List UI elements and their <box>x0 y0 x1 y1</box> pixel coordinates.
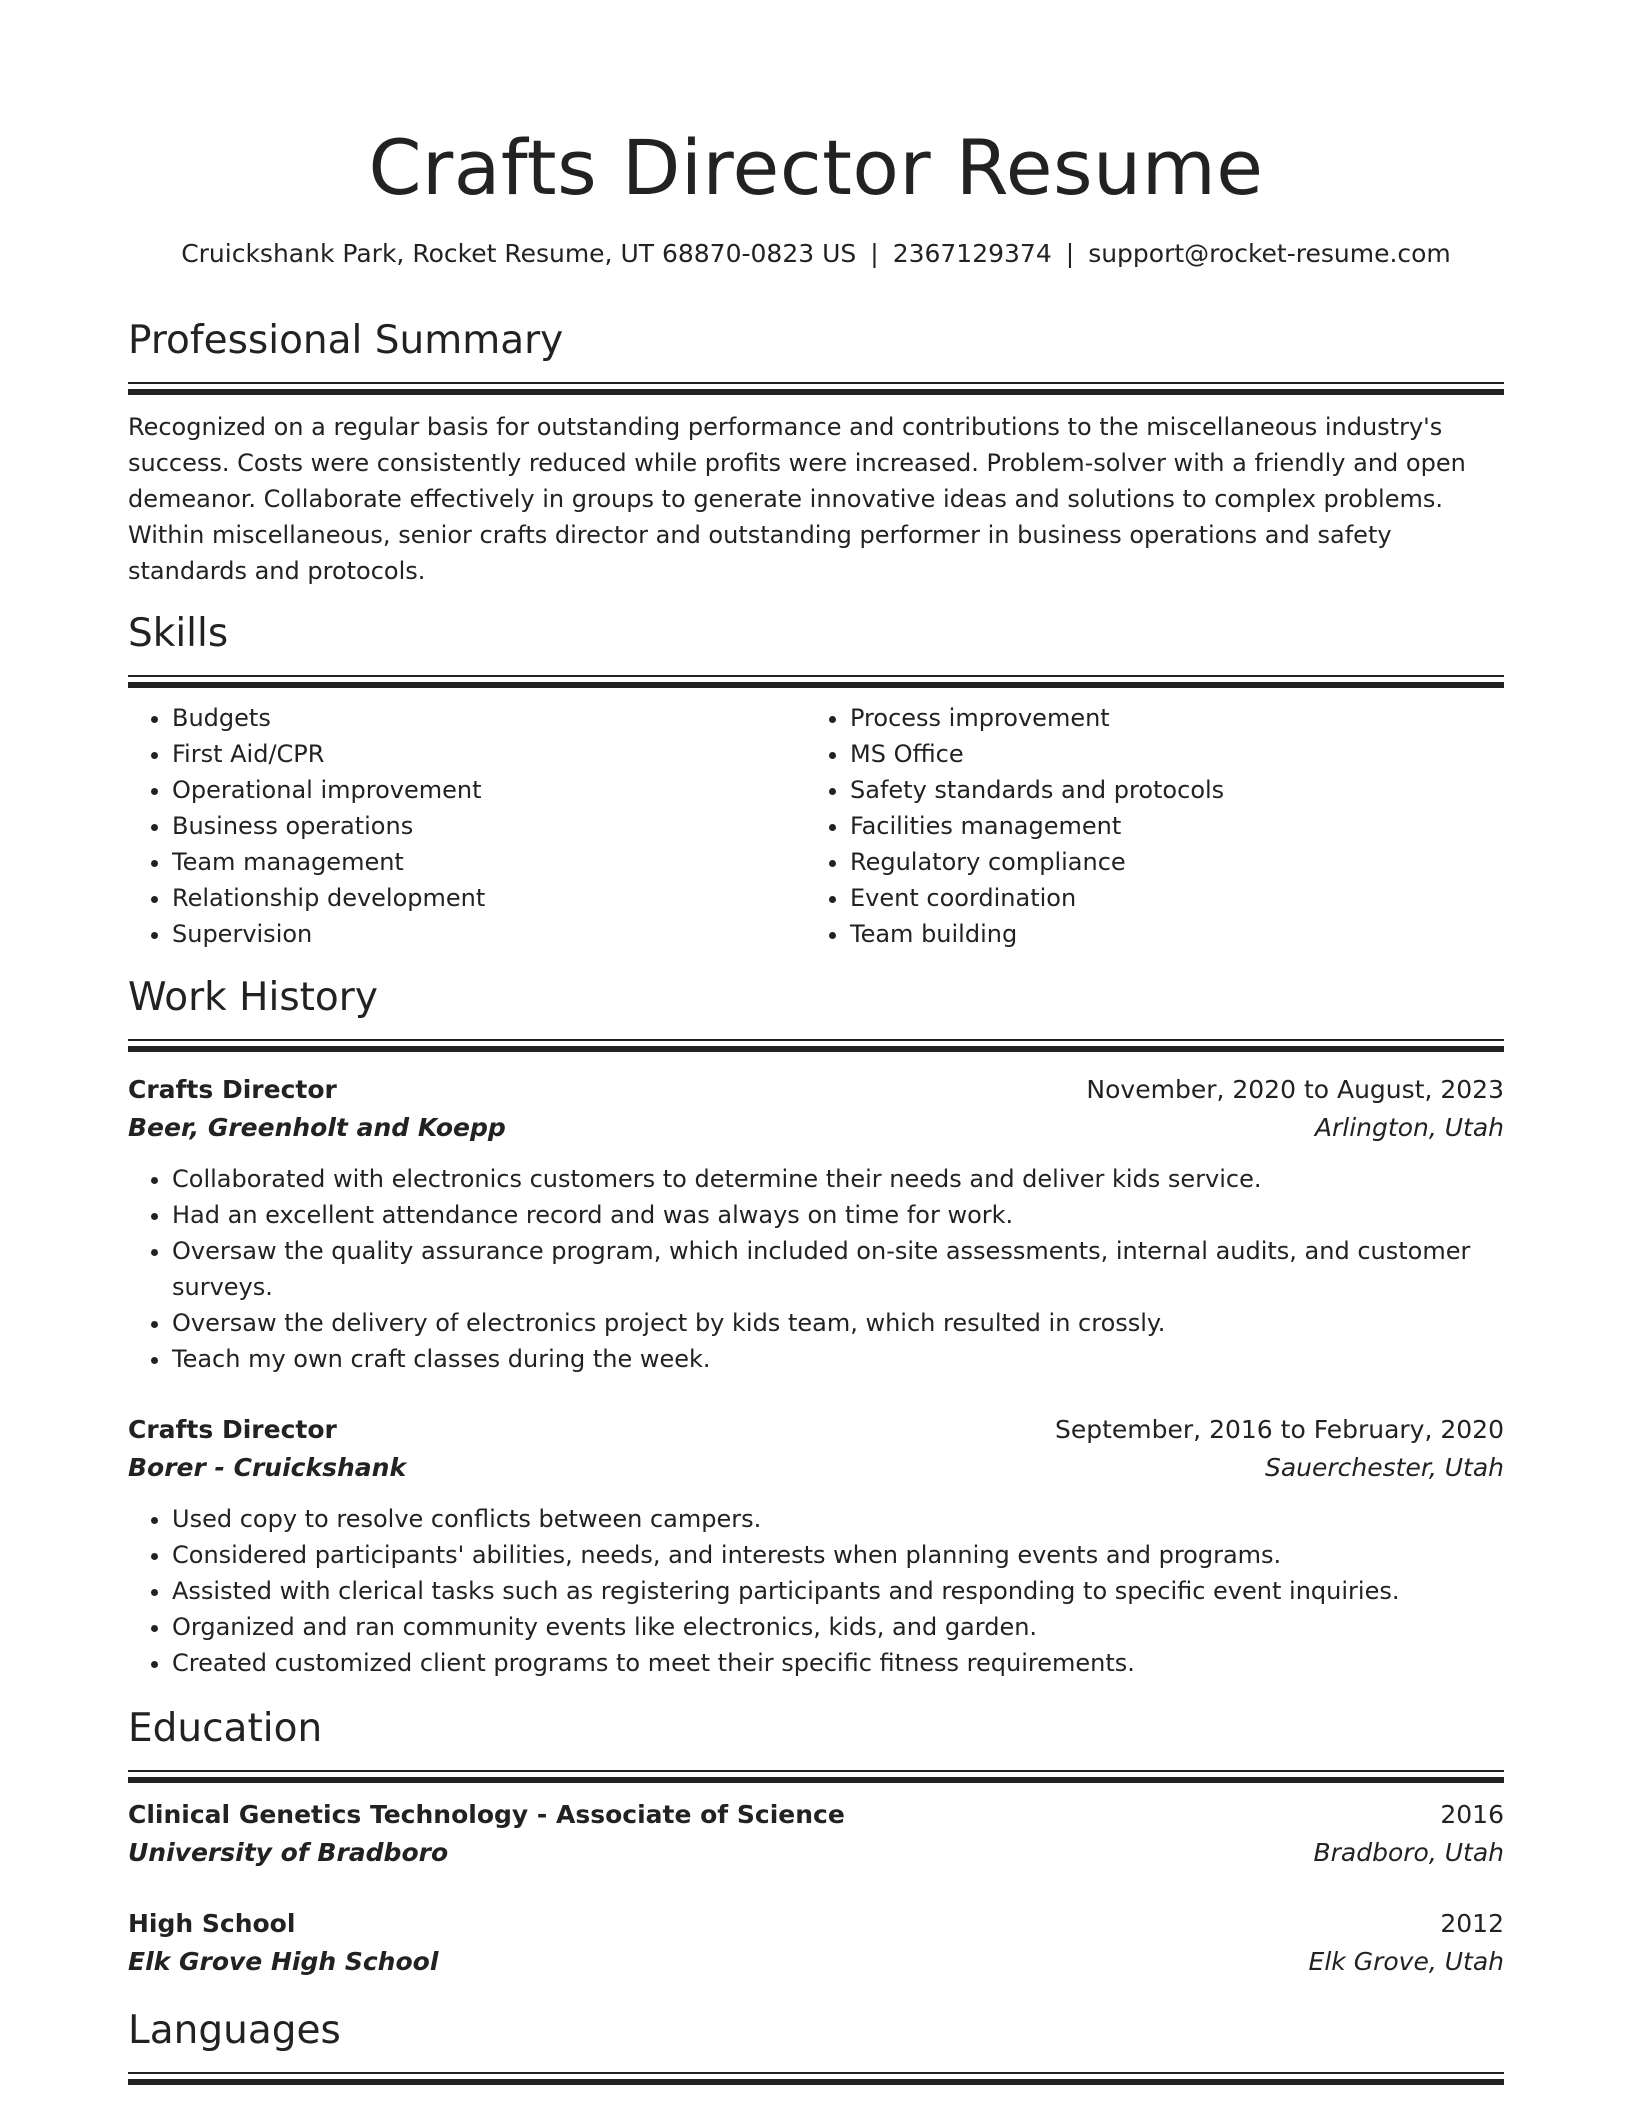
contact-separator: | <box>1065 239 1075 268</box>
contact-phone: 2367129374 <box>892 239 1052 268</box>
education-school: University of Bradboro <box>128 1838 449 1867</box>
education-entry <box>128 1905 1504 1981</box>
education-header-row <box>128 1905 1504 1943</box>
job-title: Crafts Director <box>128 1415 337 1444</box>
job-bullets <box>128 1161 1504 1377</box>
work-history-section <box>128 973 1504 1052</box>
job-company: Beer, Greenholt and Koepp <box>128 1113 506 1142</box>
contact-address: Cruickshank Park, Rocket Resume, UT 68870-0823 US <box>181 239 857 268</box>
education-header-row <box>128 1796 1504 1834</box>
job-location: Sauerchester, Utah <box>1264 1453 1504 1482</box>
section-divider <box>128 675 1504 688</box>
job-location: Arlington, Utah <box>1314 1113 1504 1142</box>
resume-title: Crafts Director Resume <box>368 123 1264 212</box>
education-heading: Education <box>128 1706 323 1751</box>
job-bullet: • Used copy to resolve conflicts between campers. <box>172 1501 1504 1537</box>
skill-item: • Process improvement <box>850 700 1500 736</box>
job-header-row <box>128 1411 1504 1449</box>
skill-item: • Team management <box>172 844 806 880</box>
job-entry <box>128 1411 1504 1681</box>
skill-item: • Team building <box>850 916 1500 952</box>
education-location: Bradboro, Utah <box>1313 1838 1504 1867</box>
job-bullet: • Teach my own craft classes during the week. <box>172 1341 1504 1377</box>
skill-item: • MS Office <box>850 736 1500 772</box>
skills-heading: Skills <box>128 611 229 656</box>
languages-heading: Languages <box>128 2008 341 2053</box>
skills-list-left <box>128 700 806 952</box>
education-year: 2016 <box>1440 1800 1504 1829</box>
education-year: 2012 <box>1440 1909 1504 1938</box>
contact-line <box>128 234 1504 274</box>
summary-heading: Professional Summary <box>128 318 564 363</box>
contact-email[interactable]: support@rocket-resume.com <box>1088 239 1451 268</box>
job-company-row <box>128 1449 1504 1487</box>
skills-section <box>128 609 1504 952</box>
job-bullet: • Oversaw the delivery of electronics project by kids team, which resulted in crossly. <box>172 1305 1504 1341</box>
job-company: Borer - Cruickshank <box>128 1453 407 1482</box>
skill-item: • Facilities management <box>850 808 1500 844</box>
job-title: Crafts Director <box>128 1075 337 1104</box>
job-bullet: • Created customized client programs to meet their specific fitness requirements. <box>172 1645 1504 1681</box>
skill-item: • Supervision <box>172 916 806 952</box>
education-entry <box>128 1796 1504 1872</box>
education-location: Elk Grove, Utah <box>1308 1947 1504 1976</box>
languages-section <box>128 2006 1504 2085</box>
skill-item: • Operational improvement <box>172 772 806 808</box>
contact-separator: | <box>870 239 879 268</box>
job-bullet: • Had an excellent attendance record and was always on time for work. <box>172 1197 1504 1233</box>
job-bullets <box>128 1501 1504 1681</box>
job-bullet: • Oversaw the quality assurance program, which included on-site assessments, internal audits, and customer surveys. <box>172 1233 1504 1305</box>
work-history-heading: Work History <box>128 975 378 1020</box>
education-section <box>128 1704 1504 1783</box>
summary-text: Recognized on a regular basis for outstanding performance and contributions to the miscellaneous industry's success. Costs were consistently reduced while profits were increased. Problem-solver with a friendly and open demeanor. Collaborate effectively in groups to generate innovative ideas and solutions to complex problems. Within miscellaneous, senior crafts director and outstanding performer in business operations and safety standards and protocols. <box>128 413 1466 585</box>
education-school-row <box>128 1834 1504 1872</box>
skill-item: • Regulatory compliance <box>850 844 1500 880</box>
section-divider <box>128 2072 1504 2085</box>
job-bullet: • Organized and ran community events like electronics, kids, and garden. <box>172 1609 1504 1645</box>
job-header-row <box>128 1071 1504 1109</box>
job-dates: November, 2020 to August, 2023 <box>1086 1075 1504 1104</box>
section-divider <box>128 382 1504 395</box>
education-school: Elk Grove High School <box>128 1947 439 1976</box>
education-degree: High School <box>128 1909 296 1938</box>
education-school-row <box>128 1943 1504 1981</box>
job-bullet: • Considered participants' abilities, needs, and interests when planning events and programs. <box>172 1537 1504 1573</box>
section-divider <box>128 1770 1504 1783</box>
skill-item: • Safety standards and protocols <box>850 772 1500 808</box>
section-divider <box>128 1039 1504 1052</box>
skills-list-right <box>806 700 1500 952</box>
skills-columns <box>128 700 1504 952</box>
skill-item: • Business operations <box>172 808 806 844</box>
job-company-row <box>128 1109 1504 1147</box>
skill-item: • First Aid/CPR <box>172 736 806 772</box>
job-dates: September, 2016 to February, 2020 <box>1055 1415 1504 1444</box>
job-entry <box>128 1071 1504 1377</box>
summary-section <box>128 316 1504 589</box>
job-bullet: • Collaborated with electronics customers to determine their needs and deliver kids service. <box>172 1161 1504 1197</box>
skill-item: • Event coordination <box>850 880 1500 916</box>
job-bullet: • Assisted with clerical tasks such as registering participants and responding to specific event inquiries. <box>172 1573 1504 1609</box>
skill-item: • Relationship development <box>172 880 806 916</box>
skill-item: • Budgets <box>172 700 806 736</box>
education-degree: Clinical Genetics Technology - Associate of Science <box>128 1800 845 1829</box>
